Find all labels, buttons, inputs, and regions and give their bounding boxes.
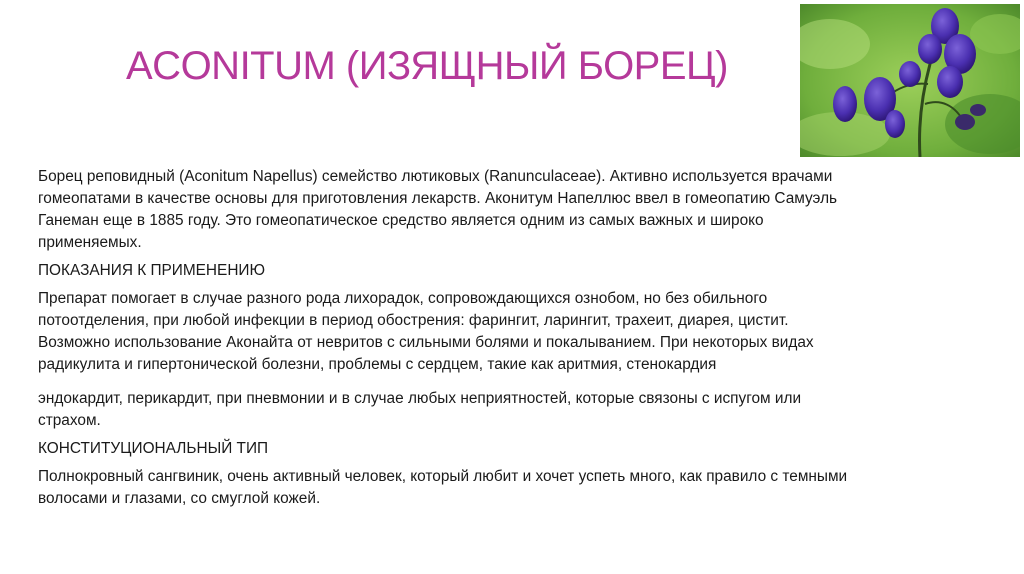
text-line: применяемых.: [38, 234, 142, 251]
indications-continued-paragraph: [38, 388, 988, 432]
section-heading-indications: ПОКАЗАНИЯ К ПРИМЕНЕНИЮ: [38, 262, 266, 279]
section-heading-constitutional-type: КОНСТИТУЦИОНАЛЬНЫЙ ТИП: [38, 440, 269, 457]
text-line: Полнокровный сангвиник, очень активный человек, который любит и хочет успеть много, как правило с темными: [38, 468, 848, 485]
indications-paragraph: [38, 288, 988, 376]
text-line: волосами и глазами, со смуглой кожей.: [38, 490, 321, 507]
text-line: страхом.: [38, 412, 101, 429]
text-line: Ганеман еще в 1885 году. Это гомеопатическое средство является одним из самых важных и широко: [38, 212, 764, 229]
slide-title: ACONITUM (ИЗЯЩНЫЙ БОРЕЦ): [126, 44, 728, 88]
flower-illustration: [800, 4, 1020, 157]
text-line: радикулита и гипертонической болезни, проблемы с сердцем, такие как аритмия, стенокардия: [38, 356, 717, 373]
text-line: Возможно использование Аконайта от невритов с сильными болями и покалыванием. При некоторых видах: [38, 334, 814, 351]
aconitum-flower-photo: [800, 4, 1020, 157]
text-line: потоотделения, при любой инфекции в период обострения: фарингит, ларингит, трахеит, диарея, цистит.: [38, 312, 789, 329]
intro-paragraph: [38, 166, 988, 254]
text-line: гомеопатами в качестве основы для приготовления лекарств. Аконитум Напеллюс ввел в гомеопатию Самуэль: [38, 190, 838, 207]
constitutional-type-paragraph: [38, 466, 988, 510]
text-line: эндокардит, перикардит, при пневмонии и в случае любых неприятностей, которые связоны с испугом или: [38, 390, 802, 407]
text-line: Препарат помогает в случае разного рода лихорадок, сопровождающихся ознобом, но без обильного: [38, 290, 768, 307]
slide-body: [38, 166, 988, 516]
text-line: Борец реповидный (Aconitum Napellus) семейство лютиковых (Ranunculaceae). Активно используется врачами: [38, 168, 833, 185]
